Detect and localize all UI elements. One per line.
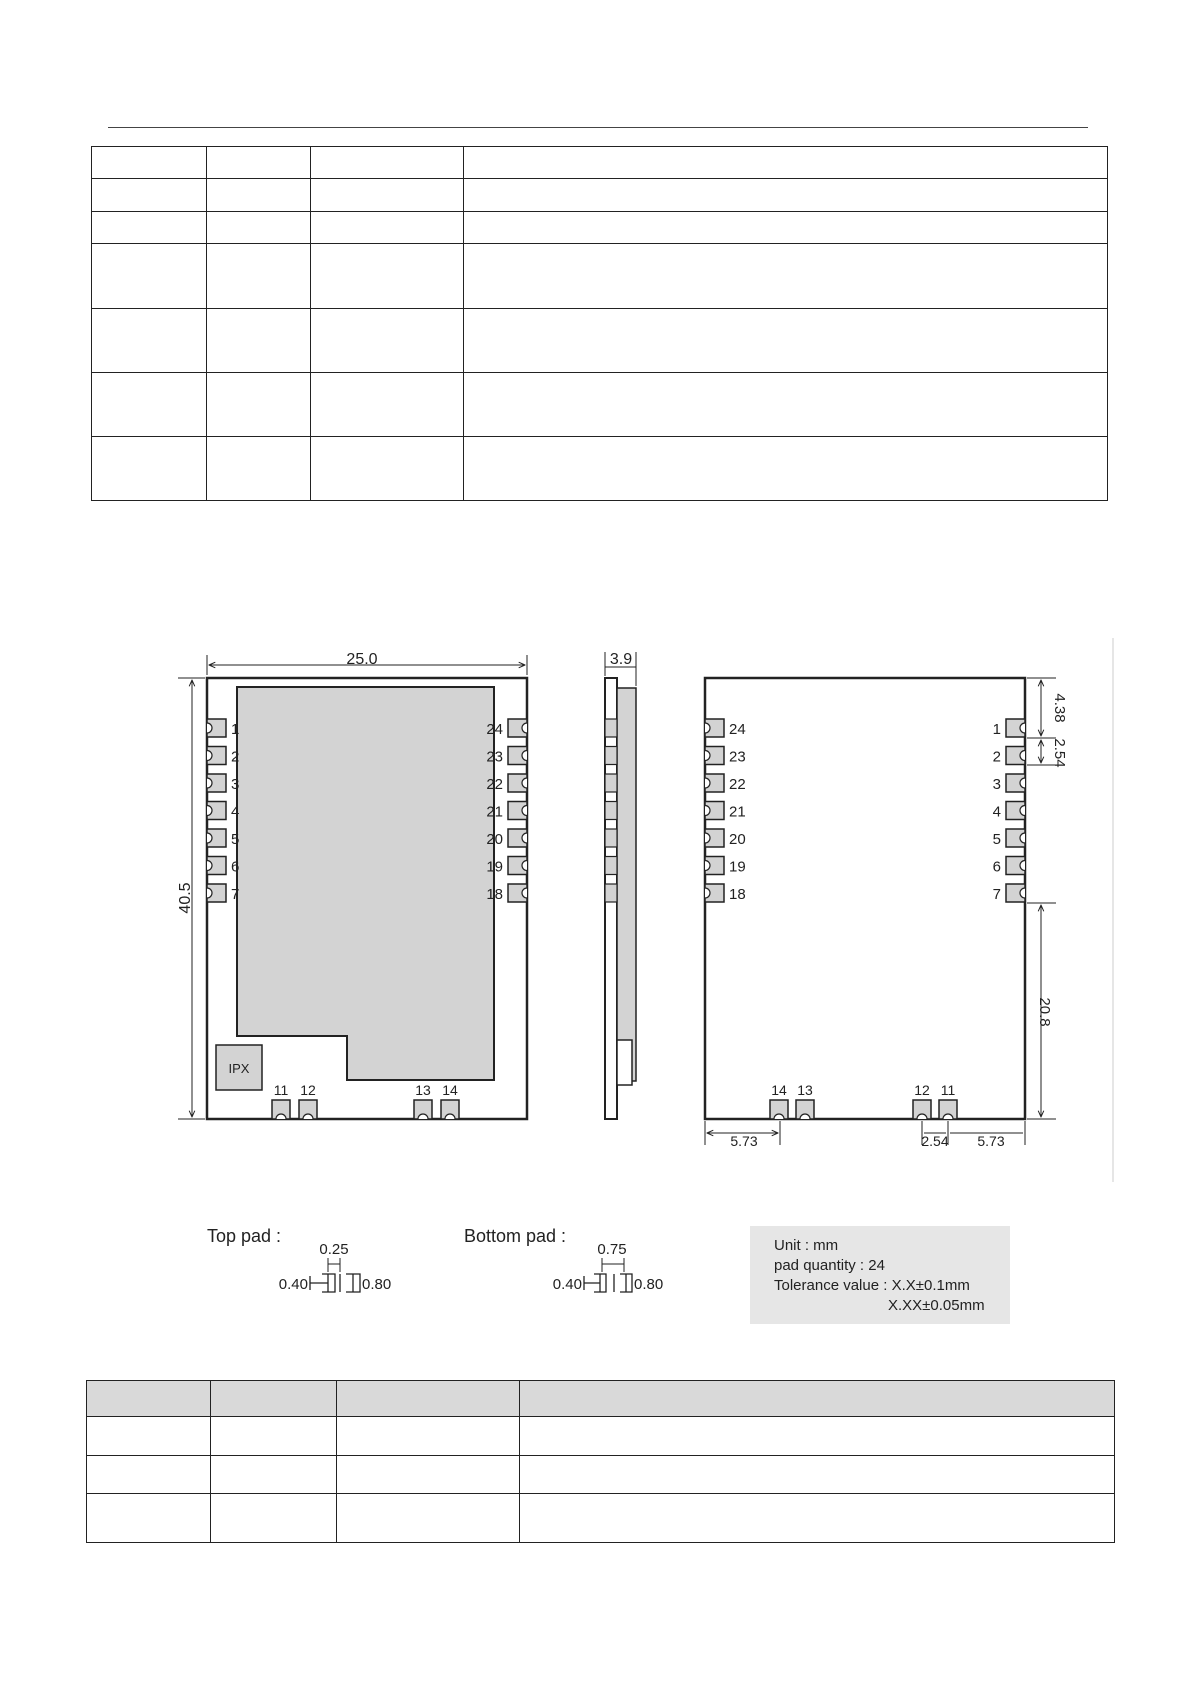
table-cell [464,244,1108,309]
table-row [92,437,1108,501]
table-cell [92,309,207,373]
table-row [92,212,1108,244]
bottom-pad-detail [536,1236,686,1296]
pin-number: 14 [442,1082,458,1098]
unit-note: Unit : mm [774,1237,839,1254]
castellation [705,833,710,843]
pin-number: 3 [231,776,240,793]
castellation [207,888,212,898]
top-view [177,651,527,1119]
thickness-dimension: 3.9 [609,651,633,668]
module-dimension-drawing [0,600,1191,1200]
pin-number: 2 [231,748,240,766]
table-cell [211,1494,337,1543]
side-bottom-dimension: 20.8 [1036,997,1053,1027]
table-cell [311,179,464,212]
top-pad-width: 0.25 [319,1241,349,1258]
table-cell [87,1494,211,1543]
table-cell [520,1494,1115,1543]
table-cell [311,244,464,309]
pin-number: 24 [729,721,746,738]
table-row [87,1494,1115,1543]
bottom-left-dimension: 5.73 [730,1133,758,1149]
table-cell [464,212,1108,244]
castellation [917,1114,927,1119]
table-cell [464,179,1108,212]
table-header-cell [337,1381,520,1417]
table-cell [92,244,207,309]
table-row [92,147,1108,179]
pin-number: 18 [729,886,746,903]
side-pad [605,719,617,737]
table-row [92,373,1108,437]
castellation [522,723,527,733]
table-cell [520,1456,1115,1494]
castellation [276,1114,286,1119]
side-pad [605,857,617,875]
pin-number: 21 [729,803,746,821]
table-cell [211,1456,337,1494]
table-cell [92,437,207,501]
side-pads [605,719,617,902]
pin-number: 3 [992,776,1001,793]
table-cell [207,179,311,212]
table-cell [464,309,1108,373]
pin-number: 1 [992,721,1001,738]
pin-number: 4 [992,803,1001,821]
side-pad [605,802,617,820]
castellation [1020,806,1025,816]
castellation [705,751,710,761]
pin-number: 12 [914,1082,930,1098]
table-cell [92,179,207,212]
pin-number: 21 [486,803,503,821]
top-offset-dimension: 4.38 [1051,693,1068,723]
pin-number: 12 [300,1082,316,1098]
pin-number: 1 [231,721,240,738]
table-row [87,1456,1115,1494]
pin-number: 23 [486,748,503,766]
table-cell [464,373,1108,437]
tolerance-note: Tolerance value : X.X±0.1mm [774,1277,970,1294]
table-row [87,1417,1115,1456]
pad-quantity-note: pad quantity : 24 [774,1257,885,1274]
bottom-pad-title: Bottom pad : [464,1226,567,1246]
castellation [1020,751,1025,761]
table-cell [207,244,311,309]
castellation [207,806,212,816]
pin-number: 24 [486,721,503,738]
pin-table-top [91,146,1108,501]
castellation [522,806,527,816]
table-header-row [87,1381,1115,1417]
table-row [92,179,1108,212]
shield-side [617,688,636,1081]
table-row [92,244,1108,309]
pin-number: 4 [231,803,240,821]
table-cell [337,1456,520,1494]
pin-number: 6 [231,858,240,876]
castellation [207,833,212,843]
top-pad-title: Top pad : [207,1226,282,1246]
pin-number: 19 [486,858,503,876]
table-cell [311,212,464,244]
table-cell [311,147,464,179]
table-cell [337,1494,520,1543]
ipx-label: IPX [228,1061,250,1076]
side-view [605,651,636,1119]
dimension-notes [750,1226,1010,1324]
castellation [522,888,527,898]
castellation [522,751,527,761]
bottom-pad-right-dim: 0.80 [634,1276,664,1293]
castellation [943,1114,953,1119]
bottom-right-dimension: 5.73 [977,1133,1005,1149]
pin-number: 6 [992,858,1001,876]
pin-pitch-dimension: 2.54 [1051,738,1068,768]
castellation [207,723,212,733]
side-pad [605,774,617,792]
castellation [1020,723,1025,733]
castellation [207,751,212,761]
top-pad-detail [260,1236,410,1296]
bottom-pad-left-dim: 0.40 [552,1276,582,1293]
pin-table-bottom [86,1380,1115,1543]
castellation [705,778,710,788]
table-cell [207,437,311,501]
table-cell [311,373,464,437]
table-cell [311,437,464,501]
castellation [1020,778,1025,788]
width-dimension: 25.0 [346,651,378,668]
castellation [207,778,212,788]
pin-number: 13 [415,1082,431,1098]
table-cell [207,309,311,373]
height-dimension: 40.5 [177,882,194,914]
table-row [92,309,1108,373]
castellation [522,778,527,788]
table-cell [337,1417,520,1456]
side-pad [605,829,617,847]
castellation [705,861,710,871]
side-pad [605,884,617,902]
table-cell [207,147,311,179]
castellation [445,1114,455,1119]
castellation [774,1114,784,1119]
pin-number: 2 [992,748,1001,766]
bottom-view [705,678,1068,1149]
castellation [207,861,212,871]
pin-number: 19 [729,858,746,876]
pin-number: 22 [486,776,503,793]
table-header-cell [520,1381,1115,1417]
castellation [522,861,527,871]
shield-area [237,687,494,1080]
pin-number: 11 [273,1082,289,1098]
pin-number: 11 [940,1082,956,1098]
pin-number: 7 [992,886,1001,903]
table-cell [92,147,207,179]
castellation [522,833,527,843]
pin-number: 20 [729,831,746,848]
table-cell [464,147,1108,179]
table-cell [92,373,207,437]
bottom-pitch-dimension: 2.54 [921,1133,949,1149]
ipx-side [617,1040,632,1085]
tolerance-note-2: X.XX±0.05mm [888,1297,985,1314]
table-header-cell [87,1381,211,1417]
castellation [1020,833,1025,843]
pin-number: 7 [231,886,240,903]
castellation [418,1114,428,1119]
castellation [1020,888,1025,898]
bottom-pad-width: 0.75 [597,1241,627,1258]
castellation [303,1114,313,1119]
pin-number: 5 [231,831,240,848]
table-cell [87,1456,211,1494]
pin-number: 23 [729,748,746,766]
castellation [705,723,710,733]
table-cell [92,212,207,244]
table-cell [211,1417,337,1456]
castellation [705,888,710,898]
top-pad-right-dim: 0.80 [362,1276,392,1293]
header-rule [108,127,1088,128]
table-cell [207,212,311,244]
table-cell [520,1417,1115,1456]
side-pad [605,747,617,765]
top-pad-left-dim: 0.40 [278,1276,308,1293]
table-cell [311,309,464,373]
table-cell [87,1417,211,1456]
pin-number: 14 [771,1082,787,1098]
pin-number: 22 [729,776,746,793]
table-cell [464,437,1108,501]
pin-number: 13 [797,1082,813,1098]
castellation [800,1114,810,1119]
castellation [1020,861,1025,871]
castellation [705,806,710,816]
pin-number: 18 [486,886,503,903]
table-cell [207,373,311,437]
pin-number: 20 [486,831,503,848]
module-outline-bottom [705,678,1025,1119]
table-header-cell [211,1381,337,1417]
pin-number: 5 [992,831,1001,848]
